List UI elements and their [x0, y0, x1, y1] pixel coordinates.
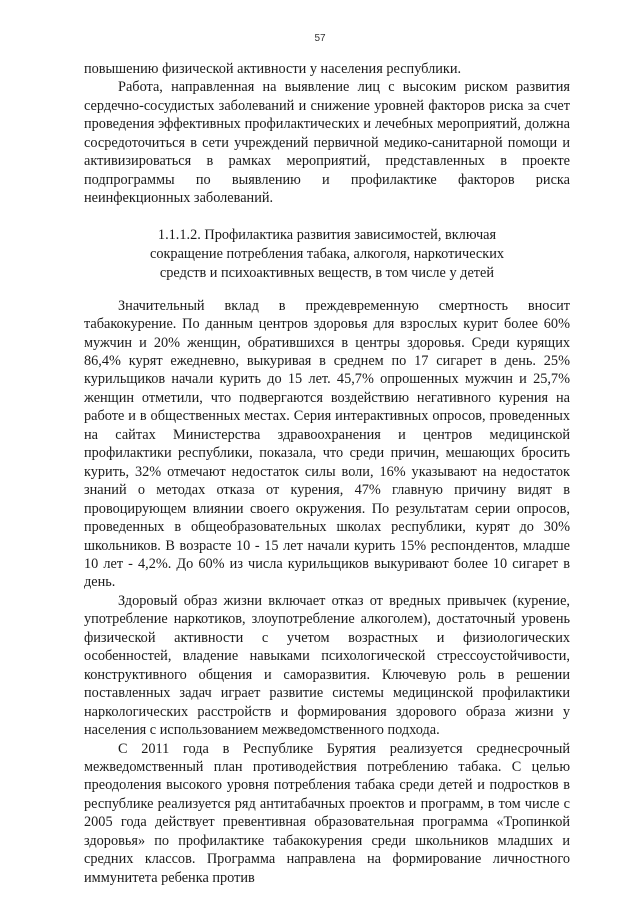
section-heading-line-1: 1.1.1.2. Профилактика развития зависимостей, включая: [157, 226, 497, 243]
paragraph-healthy-lifestyle: Здоровый образ жизни включает отказ от вредных привычек (курение, употребление наркотиков, злоупотребление алкоголем), достаточный уровень физической активности с учетом возрастных и физиологических особенностей, владение навыками психологической стрессоустойчивости, конструктивного общения и саморазвития. Ключевую роль в решении поставленных задач играет развитие системы медицинской профилактики наркологических расстройств и формирования здорового образа жизни у населения с использованием межведомственного подхода.: [84, 592, 570, 739]
page-number: 57: [314, 33, 326, 44]
section-heading: [84, 226, 570, 283]
section-heading-line-2: сокращение потребления табака, алкоголя, наркотических: [149, 245, 504, 262]
paragraph-tobacco-statistics: Значительный вклад в преждевременную смертность вносит табакокурение. По данным центров здоровья для взрослых курит более 60% мужчин и 20% женщин, обратившихся в центры здоровья. Среди курящих 86,4% курят ежедневно, выкуривая в среднем по 17 сигарет в день. 25% курильщиков начали курить до 15 лет. 45,7% опрошенных мужчин и 25,7% женщин отметили, что подвергаются воздействию негативного курения на работе и в общественных местах. Серия интерактивных опросов, проведенных на сайтах Министерства здравоохранения и центров медицинской профилактики республики, показала, что среди причин, мешающих бросить курить, 32% отмечают недостаток силы воли, 16% указывают на недостаток знаний о методах отказа от курения, 47% главную причину видят в провоцирующем влиянии своего окружения. По результатам серии опросов, проведенных в общеобразовательных школах республики, курят до 30% школьников. В возрасте 10 - 15 лет начали курить 15% респондентов, младше 10 лет - 4,2%. До 60% из числа курильщиков выкуривают более 10 сигарет в день.: [84, 297, 570, 591]
paragraph-continuation: повышению физической активности у населения республики.: [84, 61, 462, 77]
paragraph-risk-detection: Работа, направленная на выявление лиц с высоким риском развития сердечно-сосудистых заболеваний и снижение уровней факторов риска за счет проведения эффективных профилактических и лечебных мероприятий, должна сосредоточиться в сети учреждений первичной медико-санитарной помощи и активизироваться в рамках мероприятий, представленных в проекте подпрограммы по выявлению и профилактике факторов риска неинфекционных заболеваний.: [84, 79, 570, 207]
paragraph-buryatia-program: С 2011 года в Республике Бурятия реализуется среднесрочный межведомственный план противодействия потреблению табака. С целью преодоления высокого уровня потребления табака среди детей и подростков в республике реализуется ряд антитабачных проектов и программ, в том числе с 2005 года действует превентивная образовательная программа «Тропинкой здоровья» по профилактике табакокурения среди школьников младших и средних классов. Программа направлена на формирование личностного иммунитета ребенка против: [84, 740, 570, 886]
document-body: [84, 60, 570, 887]
section-heading-line-3: средств и психоактивных веществ, в том числе у детей: [159, 264, 495, 281]
